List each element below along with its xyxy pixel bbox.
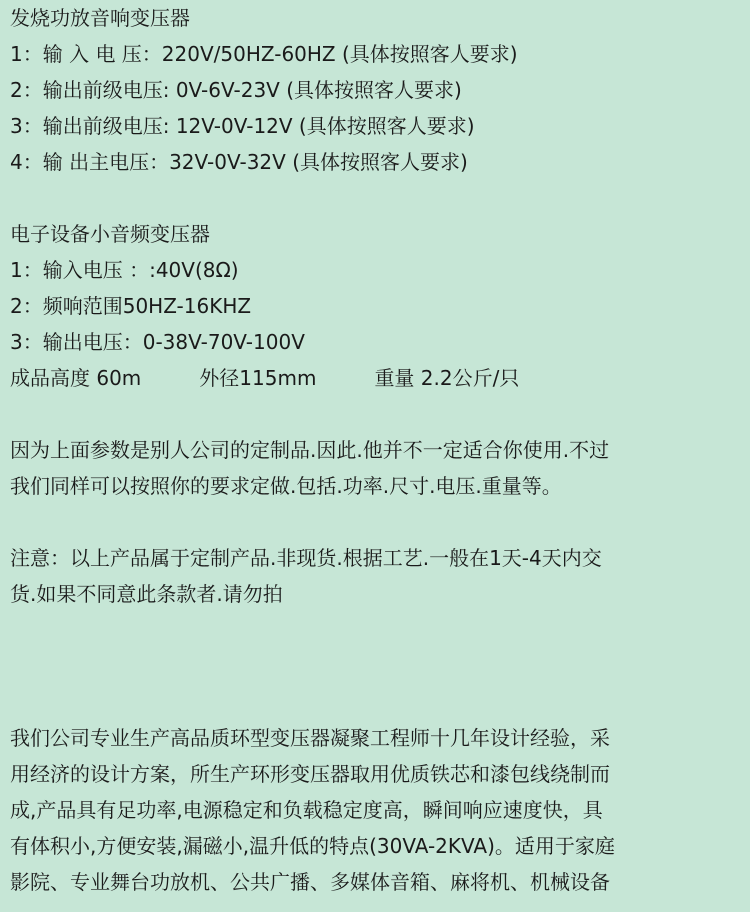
spacer <box>10 180 745 216</box>
spec-line-preamp-voltage-2: 3：输出前级电压: 12V-0V-12V (具体按照客人要求) <box>10 114 475 138</box>
spacer <box>10 612 745 720</box>
spec-diameter: 外径115mm <box>199 366 317 390</box>
spec-weight: 重量 2.2公斤/只 <box>374 366 520 390</box>
spec-line-dimensions <box>10 360 745 396</box>
spec-line-main-voltage: 4：输 出主电压：32V-0V-32V (具体按照客人要求) <box>10 150 468 174</box>
company-line-1: 我们公司专业生产高品质环型变压器凝聚工程师十几年设计经验，采 <box>10 726 610 750</box>
product-description <box>10 0 745 900</box>
company-line-3: 成,产品具有足功率,电源稳定和负载稳定度高，瞬间响应速度快，具 <box>10 798 603 822</box>
spec-line-preamp-voltage-1: 2：输出前级电压: 0V-6V-23V (具体按照客人要求) <box>10 78 462 102</box>
section1-title: 发烧功放音响变压器 <box>10 6 190 30</box>
spec-height: 成品高度 60m <box>10 366 142 390</box>
attention-note-line-1: 注意：以上产品属于定制产品.非现货.根据工艺.一般在1天-4天内交 <box>10 546 602 570</box>
company-line-2: 用经济的设计方案，所生产环形变压器取用优质铁芯和漆包线绕制而 <box>10 762 610 786</box>
section2-title: 电子设备小音频变压器 <box>10 222 210 246</box>
custom-note-line-1: 因为上面参数是别人公司的定制品.因此.他并不一定适合你使用.不过 <box>10 438 610 462</box>
custom-note-line-2: 我们同样可以按照你的要求定做.包括.功率.尺寸.电压.重量等。 <box>10 474 562 498</box>
company-line-5: 影院、专业舞台功放机、公共广播、多媒体音箱、麻将机、机械设备 <box>10 870 610 894</box>
spec-line-input-voltage: 1：输 入 电 压：220V/50HZ-60HZ (具体按照客人要求) <box>10 42 518 66</box>
spec-line-output-voltage: 3：输出电压：0-38V-70V-100V <box>10 330 305 354</box>
spacer <box>10 504 745 540</box>
attention-note-line-2: 货.如果不同意此条款者.请勿拍 <box>10 582 283 606</box>
company-line-4: 有体积小,方便安装,漏磁小,温升低的特点(30VA-2KVA)。适用于家庭 <box>10 834 615 858</box>
spacer <box>10 396 745 432</box>
spec-line-frequency-range: 2：频响范围50HZ-16KHZ <box>10 294 252 318</box>
spec-line-input-voltage-small: 1：输入电压 ：:40V(8Ω) <box>10 258 239 282</box>
